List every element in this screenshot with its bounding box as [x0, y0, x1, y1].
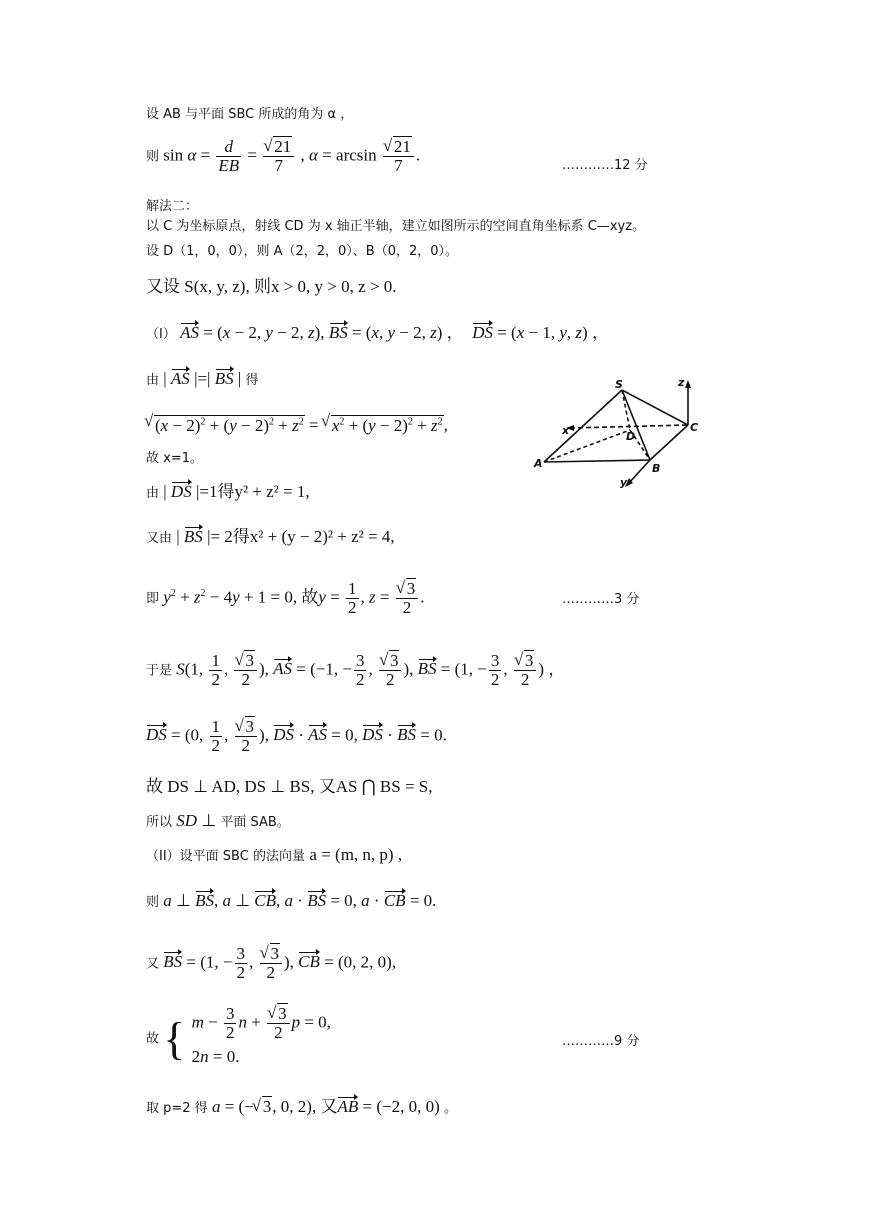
label-z: z [678, 376, 685, 389]
score-9: …………9 分 [562, 1034, 640, 1049]
coordinate-setup-text: 以 C 为坐标原点，射线 CD 为 x 轴正半轴，建立如图所示的空间直角坐标系 C—xyz。 [146, 219, 646, 234]
z-arrow-icon [685, 380, 691, 388]
edge-sc [622, 390, 688, 425]
solve-y-z: 即 $y^2 + z^2 - 4y + 1 = 0$, 故y = $\frac{1}{2}$ , z = √ $\frac{3}{2}$ . [146, 580, 424, 617]
y-axis [628, 460, 650, 484]
normal-vector-def: （II）设平面 SBC 的法向量 a = (m, n, p) , [146, 845, 403, 864]
ds-length-condition: 由 | DS |=1得y² + z² = 1, [146, 482, 310, 501]
label-b: B [652, 462, 661, 475]
vector-definitions: （I） AS = (x − 2, y − 2, z), BS = (x, y − 2, z) ， DS = (x − 1, y, z) ， [146, 323, 609, 342]
label-y: y [620, 476, 628, 489]
edge-bc [650, 425, 688, 460]
equation-system: 故 { m − $\frac{3}{2}$ n + √ $\frac{3}{2}$ p = 0, 2n = 0. [146, 1005, 331, 1072]
label-x: x [562, 424, 570, 437]
x-equals-one-text: 故 x=1。 [146, 451, 203, 466]
normal-vector-result: 取 p=2 得 a = (−√ 3, 0, 2), 又AB = (−2, 0, 0) 。 [146, 1098, 457, 1118]
edge-ad [544, 430, 630, 462]
s-point-vectors: 于是 S(1, $\frac{1}{2}$ , √ $\frac{3}{2}$ ), AS = (−1, − $\frac{3}{2}$ , √ $\frac{3}{2}$ ), BS = (1, − $\frac{3}{2}$ , √ $\frac{3}{2}$ ) ， [146, 652, 565, 689]
equal-length-condition: 由 | AS |=| BS | 得 [146, 369, 259, 388]
label-c: C [690, 421, 699, 434]
text-line-angle-def: 设 AB 与平面 SBC 所成的角为 α ， [146, 107, 354, 122]
pyramid-coordinate-figure [530, 372, 710, 492]
edge-sd [622, 390, 630, 430]
s-coordinates-text: 又设 S(x, y, z), 则x > 0, y > 0, z > 0. [146, 277, 397, 296]
point-coordinates-text: 设 D（1，0，0），则 A（2，2，0）、B（0，2，0）。 [146, 244, 459, 259]
ds-dot-products: DS = (0, $\frac{1}{2}$ , √ $\frac{3}{2}$ ), DS · AS = 0, DS · BS = 0. [146, 718, 447, 755]
sd-perpendicular-plane: 所以 SD ⊥ 平面 SAB。 [146, 811, 290, 830]
edge-ab [544, 460, 650, 462]
label-s: S [615, 378, 623, 391]
distance-equation: √ $(x - 2)^2 + (y - 2)^2 + z^2$ = √ $x^2 + (y - 2)^2 + z^2$, [146, 413, 448, 435]
bs-cb-vectors: 又 BS = (1, − $\frac{3}{2}$ , √ $\frac{3}{2}$ ), CB = (0, 2, 0), [146, 945, 396, 982]
normal-vector-conditions: 则 a ⊥ BS, a ⊥ CB, a · BS = 0, a · CB = 0. [146, 891, 437, 910]
edge-sb [622, 390, 650, 460]
bs-length-condition: 又由 | BS |= 2得x² + (y − 2)² + z² = 4, [146, 527, 395, 546]
sin-alpha-formula: 则 sin α = $\frac{d}{EB}$ = √ $\frac{21}{7}$ , α = arcsin √ $\frac{21}{7}$ . [146, 138, 420, 175]
label-d: D [626, 430, 636, 443]
edge-sa [544, 390, 622, 462]
method-two-heading: 解法二： [146, 199, 199, 214]
perpendicular-conclusion: 故 DS ⊥ AD, DS ⊥ BS, 又AS ⋂ BS = S, [146, 777, 433, 796]
score-3: …………3 分 [562, 592, 640, 607]
label-a: A [534, 457, 543, 470]
score-12: …………12 分 [562, 158, 648, 173]
